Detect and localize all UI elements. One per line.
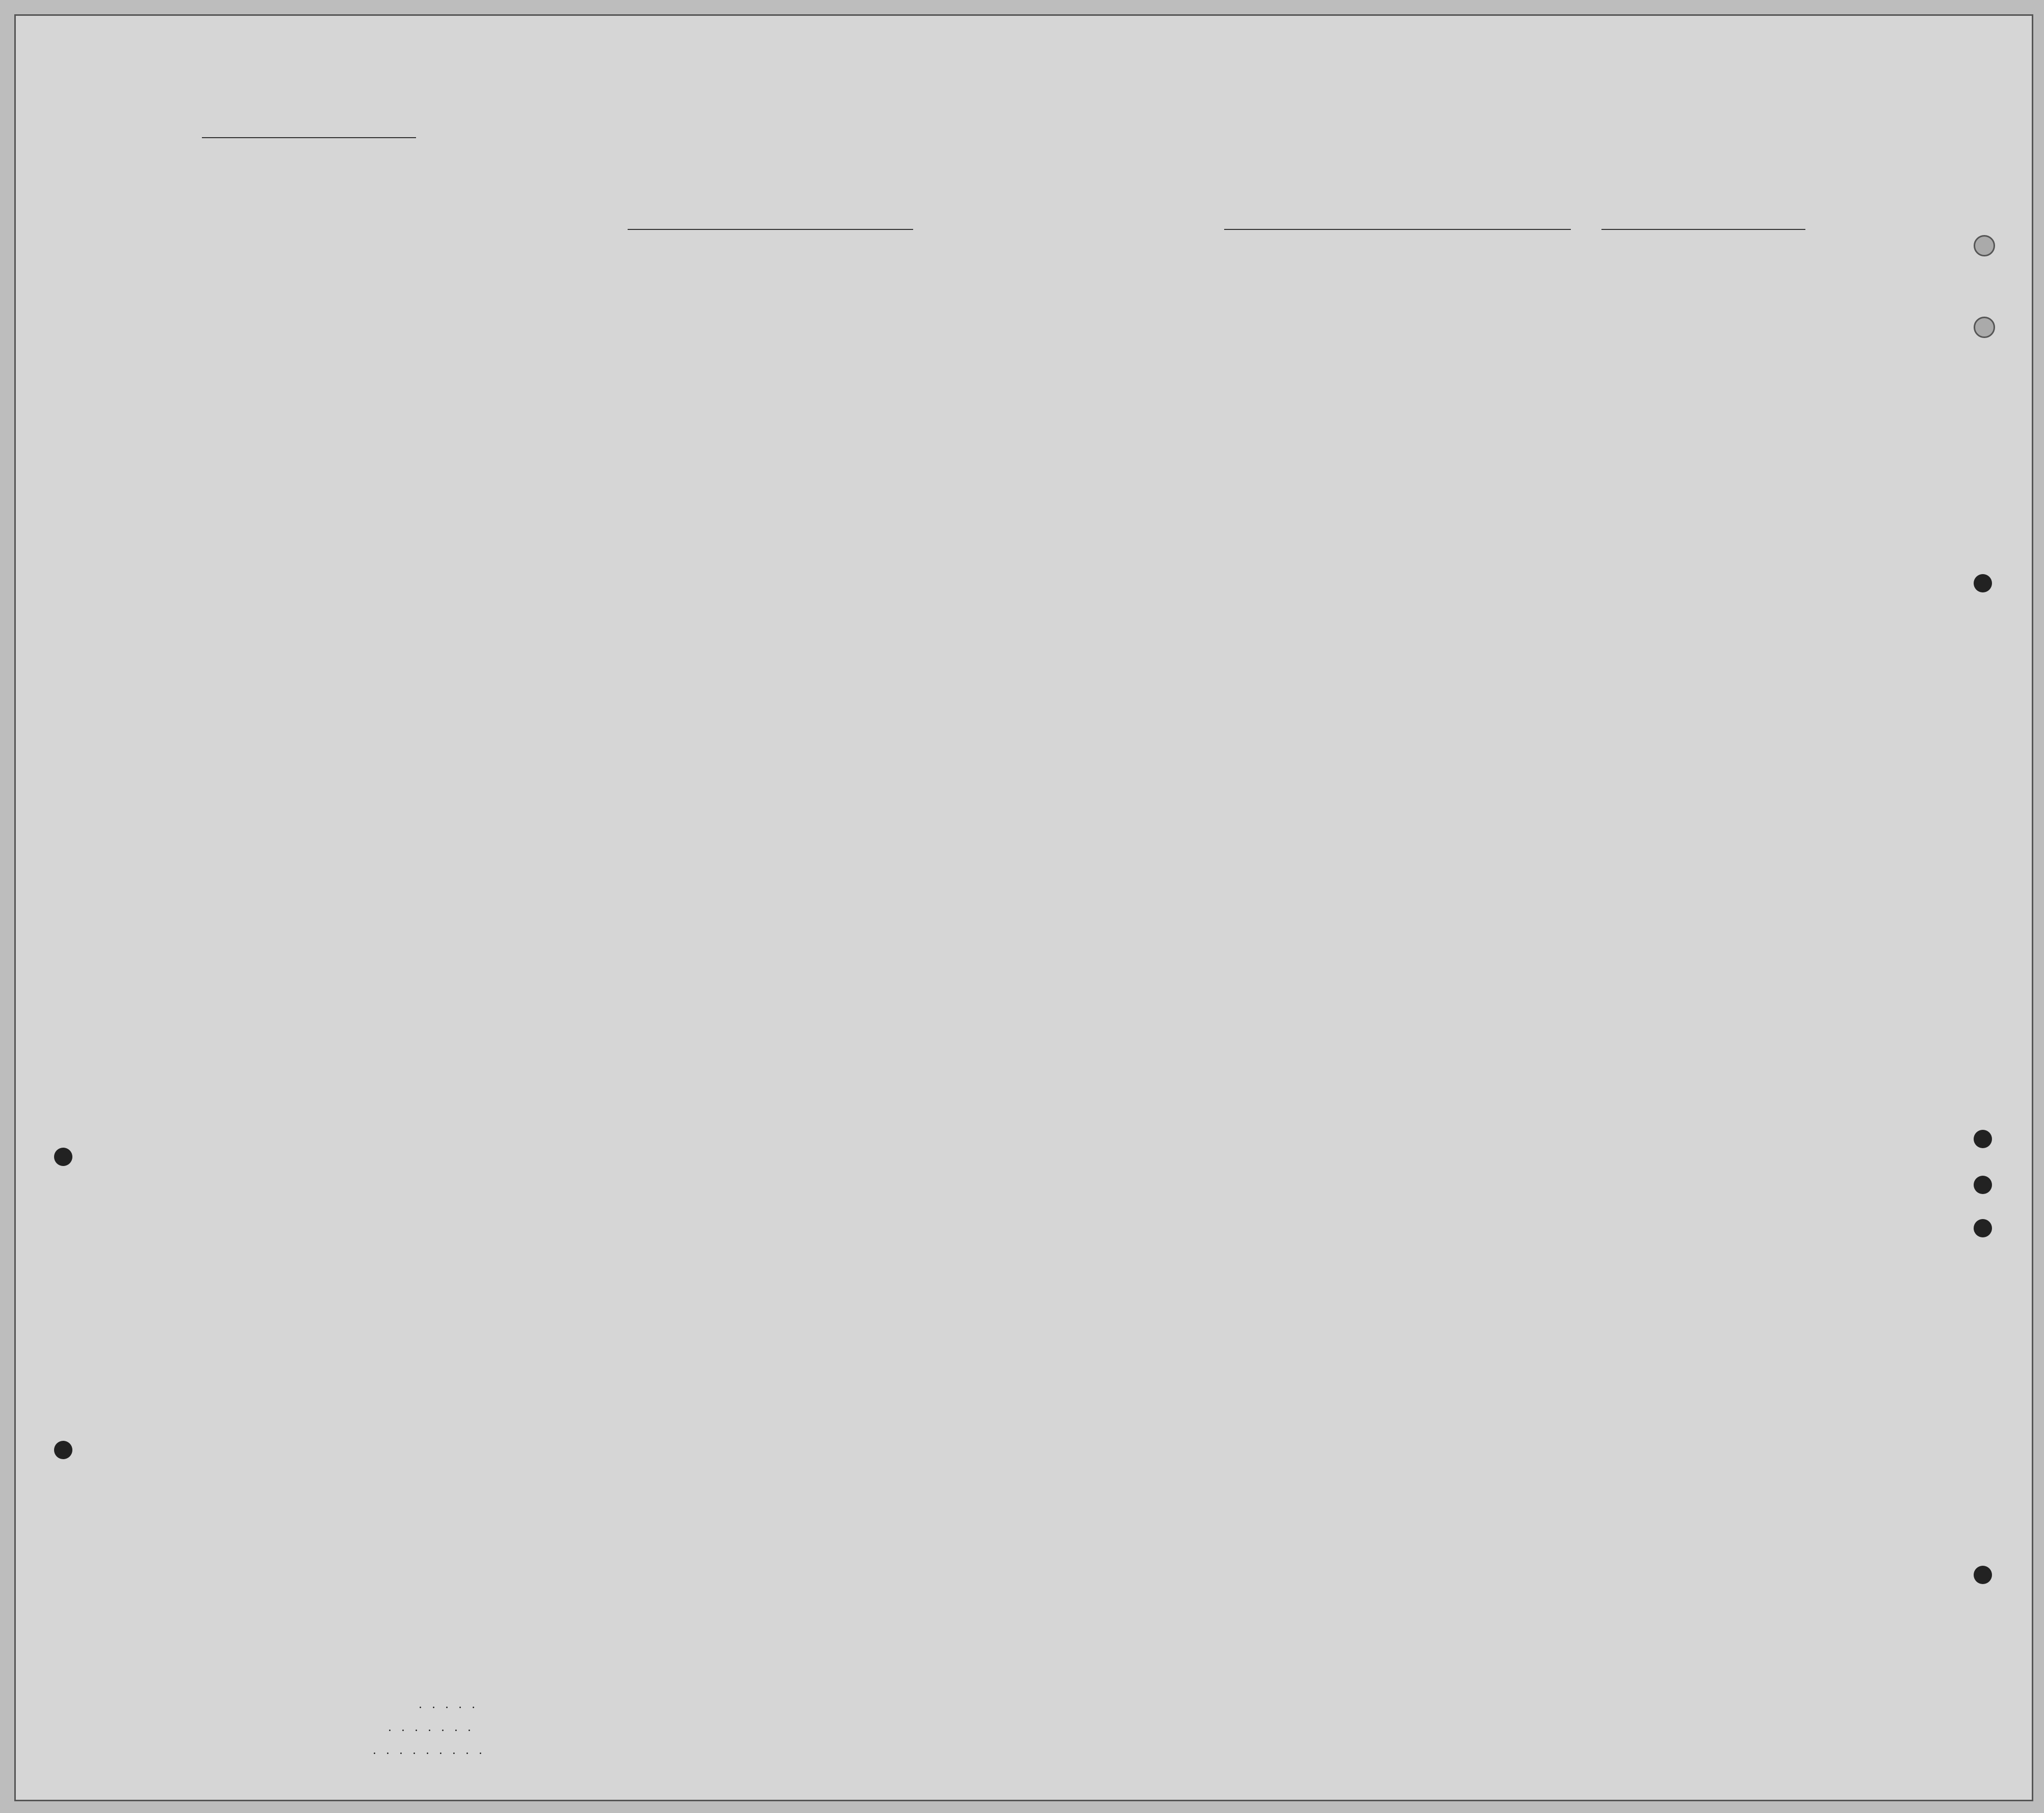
binder-hole	[54, 1441, 72, 1459]
table-grid	[16, 16, 2033, 1801]
binder-hole	[1974, 235, 1995, 256]
footer-aliens-dots: . . . . . . . . .	[373, 1744, 485, 1757]
binder-hole	[1974, 1566, 1992, 1584]
manifest-sheet	[14, 14, 2033, 1801]
binder-hole	[1974, 574, 1992, 592]
binder-hole	[1974, 1219, 1992, 1237]
footer-total-dots: . . . . .	[419, 1698, 478, 1711]
binder-hole	[1974, 1130, 1992, 1148]
footer-citizens-dots: . . . . . . .	[388, 1721, 474, 1734]
binder-hole	[54, 1148, 72, 1166]
binder-hole	[1974, 1176, 1992, 1194]
binder-hole	[1974, 317, 1995, 338]
